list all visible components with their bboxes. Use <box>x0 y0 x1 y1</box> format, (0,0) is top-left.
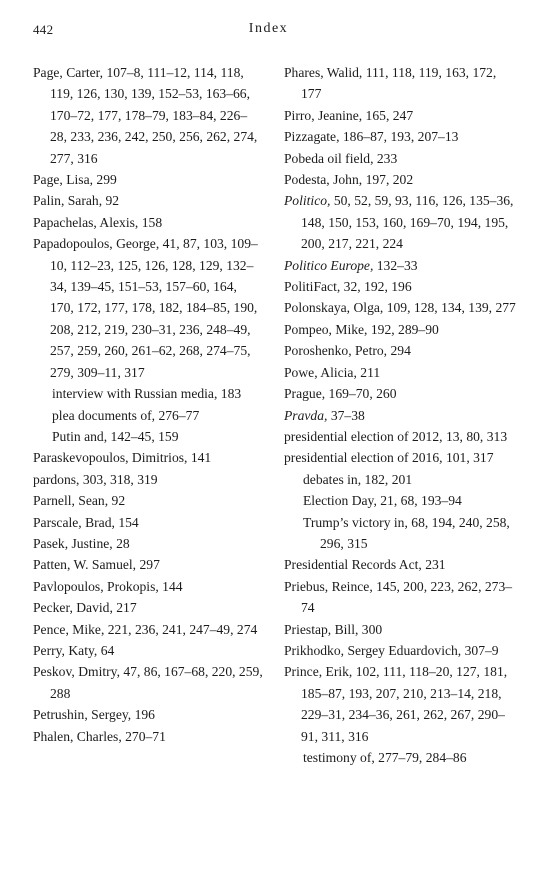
index-subentry <box>33 383 263 404</box>
index-subentry <box>33 405 263 426</box>
index-column-right <box>284 62 516 768</box>
index-term: Podesta, John, <box>284 172 363 188</box>
index-term: Pecker, David, <box>33 600 113 616</box>
index-page-refs: 300 <box>358 621 383 637</box>
index-entry <box>33 597 263 618</box>
index-page-refs: 68, 194, 240, 258, 296, 315 <box>320 514 510 551</box>
index-term: Page, Carter, <box>33 65 104 80</box>
index-entry <box>284 447 516 468</box>
index-page-refs: 211 <box>356 364 381 380</box>
index-entry <box>33 704 263 725</box>
index-page-refs: 277–79, 284–86 <box>374 750 467 765</box>
index-term: Page, Lisa, <box>33 172 94 188</box>
index-entry <box>33 447 263 468</box>
index-page-refs: 297 <box>136 557 160 573</box>
index-entry <box>284 661 516 747</box>
index-entry <box>284 276 516 297</box>
index-page-refs: 101, 317 <box>442 450 494 466</box>
index-term: Putin and, <box>52 428 108 444</box>
index-subentry <box>284 512 516 555</box>
index-subentry <box>284 490 516 511</box>
index-page-refs: 142–45, 159 <box>107 428 179 444</box>
index-term: Priestap, Bill, <box>284 621 359 637</box>
index-subentry <box>284 747 516 768</box>
index-page-refs: 32, 192, 196 <box>340 279 412 295</box>
index-term: interview with Russian media, <box>52 386 218 402</box>
index-entry <box>284 383 516 404</box>
index-entry <box>33 190 263 211</box>
index-entry <box>33 490 263 511</box>
index-term: Poroshenko, Petro, <box>284 343 388 359</box>
index-column-left <box>33 62 263 747</box>
index-page-refs: 196 <box>131 707 155 723</box>
index-term: pardons, <box>33 471 80 487</box>
index-entry <box>33 533 263 554</box>
index-term: presidential election of 2016, <box>284 450 443 466</box>
index-entry <box>33 576 263 597</box>
index-term: Polonskaya, Olga, <box>284 300 384 316</box>
running-head: Index <box>248 21 289 36</box>
index-page-refs: 217 <box>112 600 137 616</box>
index-page-refs: 165, 247 <box>362 107 414 123</box>
index-entry <box>284 362 516 383</box>
index-page-refs: 13, 80, 313 <box>442 428 508 444</box>
index-entry <box>284 340 516 361</box>
index-entry <box>284 169 516 190</box>
index-page-refs: 41, 87, 103, 109–10, 112–23, 125, 126, 128, 129, 132–34, 139–45, 151–53, 157–60, 164, 170, 172, 177, 178, 182, 184–85, 190, 208, 212, 219, 230–31, 236, 248–49, 257, 259, 260, 261–62, 268, 274–75, 279, 309–11, 317 <box>50 236 258 380</box>
index-entry <box>33 661 263 704</box>
index-page-refs: 109, 128, 134, 139, 277 <box>383 300 516 316</box>
index-term: Trump’s victory in, <box>303 514 408 530</box>
index-page-refs: 307–9 <box>461 642 499 658</box>
index-page-refs: 50, 52, 59, 93, 116, 126, 135–36, 148, 150, 153, 160, 169–70, 194, 195, 200, 217, 221, 224 <box>301 193 514 252</box>
index-entry <box>33 640 263 661</box>
index-page-refs: 92 <box>102 193 120 209</box>
index-term: Pompeo, Mike, <box>284 321 368 337</box>
index-page-refs: 47, 86, 167–68, 220, 259, 288 <box>50 664 263 701</box>
index-entry <box>33 212 263 233</box>
index-subentry <box>284 469 516 490</box>
index-entry <box>33 469 263 490</box>
index-page-refs: 28 <box>112 535 130 551</box>
index-term: Parnell, Sean, <box>33 493 109 509</box>
index-page-refs: 158 <box>138 214 163 230</box>
index-page-refs: 132–33 <box>373 257 418 273</box>
index-term: Pavlopoulos, Prokopis, <box>33 578 159 594</box>
index-entry <box>284 148 516 169</box>
index-entry <box>33 512 263 533</box>
index-entry <box>284 62 516 105</box>
index-page-refs: 303, 318, 319 <box>79 471 158 487</box>
index-term: Pravda, <box>284 407 328 423</box>
index-term: Paraskevopoulos, Dimitrios, <box>33 450 188 466</box>
index-entry <box>284 105 516 126</box>
index-term: Palin, Sarah, <box>33 193 103 209</box>
index-entry <box>284 576 516 619</box>
index-term: PolitiFact, <box>284 279 341 295</box>
index-page-refs: 144 <box>158 578 183 594</box>
index-term: Pobeda oil field, <box>284 150 374 166</box>
index-entry <box>33 62 263 169</box>
index-page-refs: 183 <box>217 386 242 402</box>
index-entry <box>33 726 263 747</box>
index-entry <box>284 405 516 426</box>
index-term: presidential election of 2012, <box>284 428 443 444</box>
index-page-refs: 102, 111, 118–20, 127, 181, 185–87, 193, 207, 210, 213–14, 218, 229–31, 234–36, 261, 262, 267, 290–91, 311, 316 <box>301 664 508 744</box>
index-page-refs: 294 <box>387 343 411 359</box>
index-term: testimony of, <box>303 750 375 765</box>
index-entry <box>284 255 516 276</box>
index-term: Pence, Mike, <box>33 621 105 637</box>
index-term: Election Day, <box>303 493 377 509</box>
index-entry <box>284 190 516 254</box>
index-term: Peskov, Dmitry, <box>33 664 120 680</box>
index-entry <box>33 619 263 640</box>
index-term: Petrushin, Sergey, <box>33 707 132 723</box>
index-term: Perry, Katy, <box>33 642 98 658</box>
index-page-refs: 92 <box>108 493 126 509</box>
index-term: Phares, Walid, <box>284 65 363 80</box>
index-term: Phalen, Charles, <box>33 728 122 744</box>
index-term: Pirro, Jeanine, <box>284 107 363 123</box>
index-entry <box>33 169 263 190</box>
index-page-refs: 197, 202 <box>362 172 414 188</box>
page-number: 442 <box>33 22 54 37</box>
index-page-refs: 192, 289–90 <box>367 321 439 337</box>
index-term: Papadopoulos, George, <box>33 236 160 252</box>
index-page-refs: 141 <box>187 450 212 466</box>
index-term: Politico, <box>284 193 331 209</box>
index-term: Pasek, Justine, <box>33 535 113 551</box>
index-term: Priebus, Reince, <box>284 578 373 594</box>
index-subentry <box>33 426 263 447</box>
index-page-refs: 37–38 <box>327 407 365 423</box>
index-entry <box>33 554 263 575</box>
index-entry <box>284 297 516 318</box>
index-term: Prince, Erik, <box>284 664 353 680</box>
index-term: Prague, <box>284 386 326 402</box>
index-page-refs: 169–70, 260 <box>325 386 397 402</box>
index-entry <box>284 640 516 661</box>
index-page-refs: 186–87, 193, 207–13 <box>339 129 459 145</box>
index-term: Patten, W. Samuel, <box>33 557 137 573</box>
index-entry <box>284 426 516 447</box>
index-term: Presidential Records Act, <box>284 557 422 573</box>
index-page-refs: 233 <box>373 150 398 166</box>
index-term: plea documents of, <box>52 407 156 423</box>
index-page-refs: 145, 200, 223, 262, 273–74 <box>301 578 513 616</box>
index-term: Pizzagate, <box>284 129 340 145</box>
index-term: Papachelas, Alexis, <box>33 214 139 230</box>
index-entry <box>33 233 263 383</box>
index-page-refs: 276–77 <box>155 407 200 423</box>
index-page-refs: 299 <box>93 172 117 188</box>
index-entry <box>284 619 516 640</box>
index-term: Prikhodko, Sergey Eduardovich, <box>284 642 462 658</box>
index-term: Parscale, Brad, <box>33 514 115 530</box>
index-page-refs: 64 <box>97 642 115 658</box>
index-page-refs: 221, 236, 241, 247–49, 274 <box>104 621 258 637</box>
index-page-refs: 270–71 <box>121 728 166 744</box>
index-term: debates in, <box>303 471 362 487</box>
index-term: Politico Europe, <box>284 257 374 273</box>
index-entry <box>284 319 516 340</box>
index-entry <box>284 554 516 575</box>
index-page-refs: 111, 118, 119, 163, 172, 177 <box>301 65 497 102</box>
index-entry <box>284 126 516 147</box>
index-page-refs: 107–8, 111–12, 114, 118, 119, 126, 130, 139, 152–53, 163–66, 170–72, 177, 178–79, 183–84, 226–28, 233, 236, 242, 250, 256, 262, 274, 277, 316 <box>50 65 258 166</box>
index-page-refs: 21, 68, 193–94 <box>376 493 462 509</box>
index-page-refs: 154 <box>114 514 139 530</box>
index-term: Powe, Alicia, <box>284 364 357 380</box>
index-page-refs: 182, 201 <box>361 471 413 487</box>
index-page-refs: 231 <box>421 557 446 573</box>
